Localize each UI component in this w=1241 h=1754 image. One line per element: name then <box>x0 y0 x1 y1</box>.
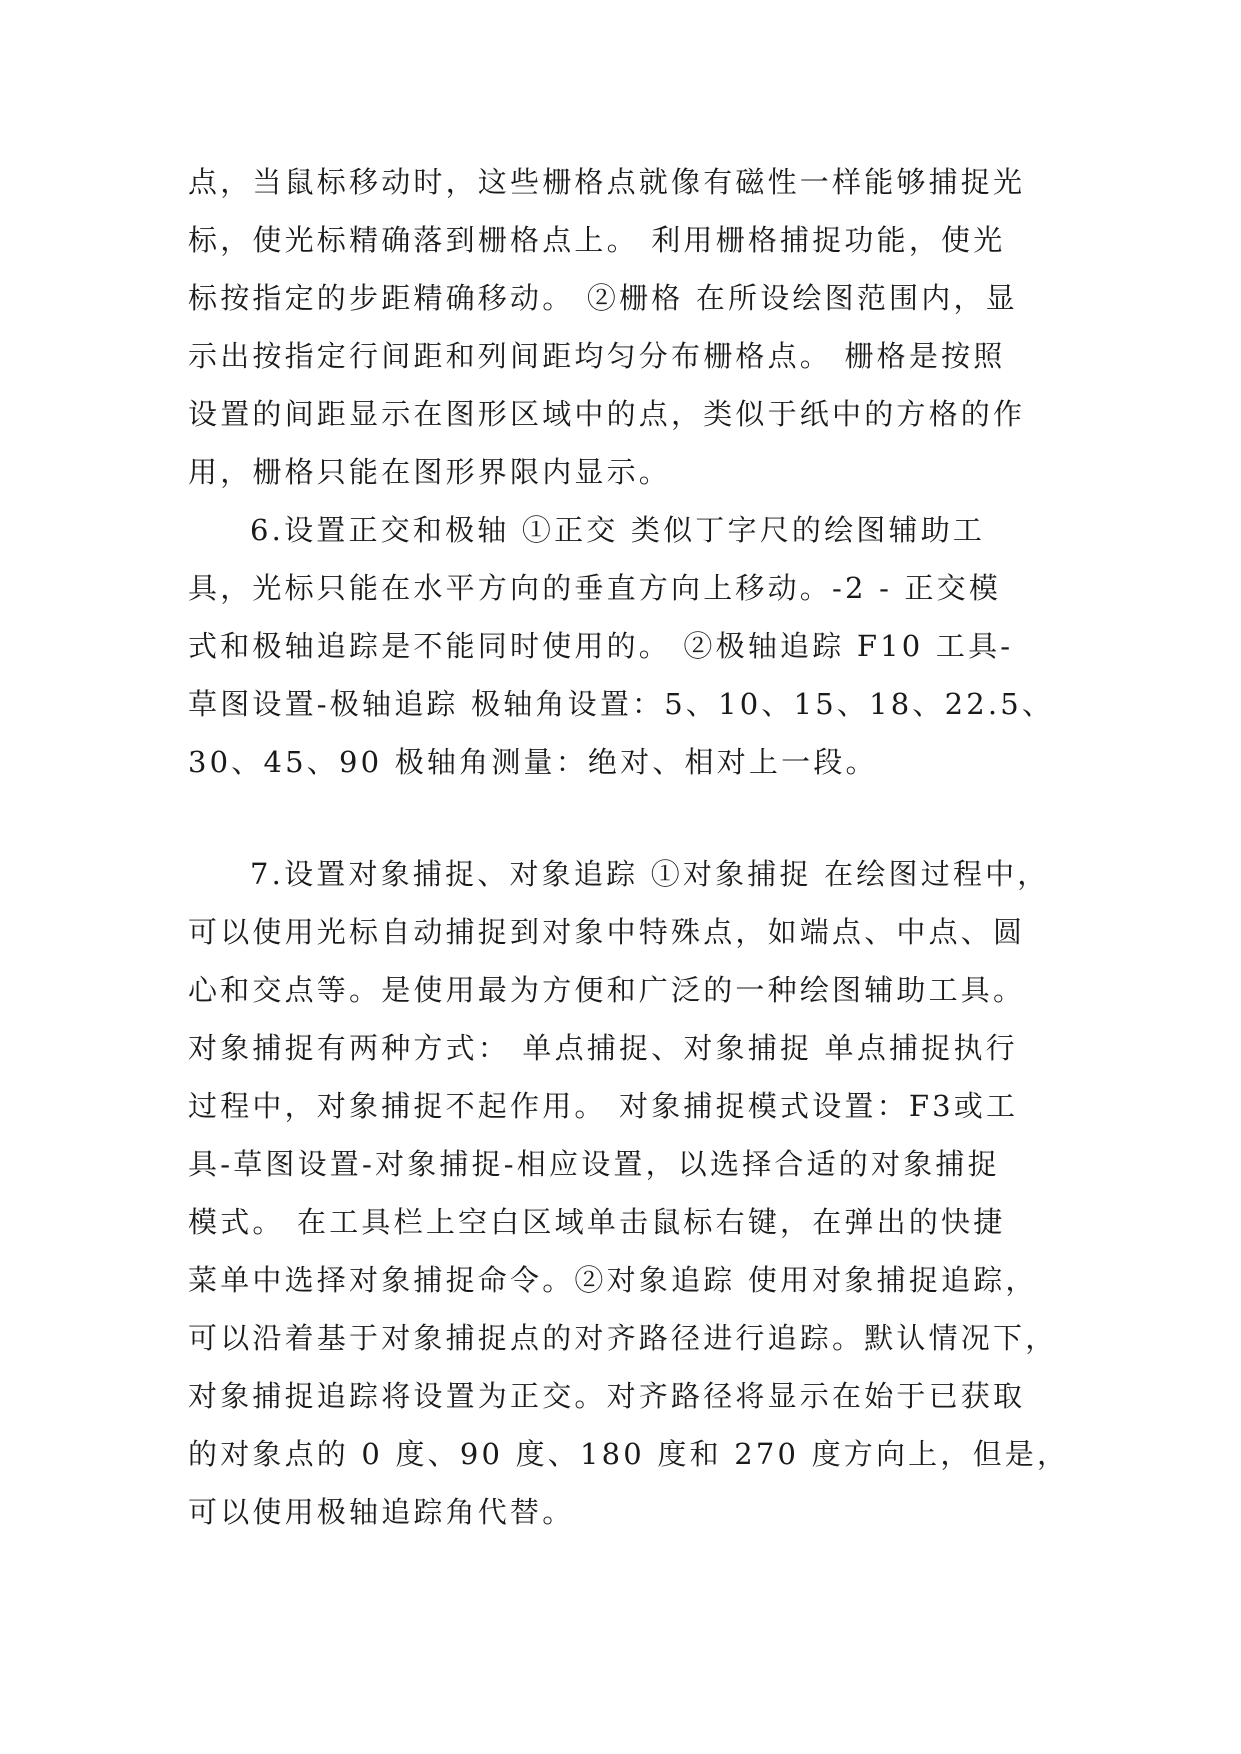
text-line: 可以沿着基于对象捕捉点的对齐路径进行追踪。默认情况下， <box>188 1321 1058 1355</box>
text-line: 可以使用光标自动捕捉到对象中特殊点，如端点、中点、圆 <box>188 915 1026 949</box>
text-line: 标按指定的步距精确移动。 ②栅格 在所设绘图范围内，显 <box>188 281 1018 315</box>
text-line: 具-草图设置-对象捕捉-相应设置，以选择合适的对象捕捉 <box>188 1147 1000 1181</box>
section-heading-line: 7.设置对象捕捉、对象追踪 ①对象捕捉 在绘图过程中， <box>250 857 1050 891</box>
text-line: 可以使用极轴追踪角代替。 <box>188 1495 575 1529</box>
text-line: 点，当鼠标移动时，这些栅格点就像有磁性一样能够捕捉光 <box>188 165 1026 199</box>
text-line: 用，栅格只能在图形界限内显示。 <box>188 455 672 489</box>
text-line: 对象捕捉追踪将设置为正交。对齐路径将显示在始于已获取 <box>188 1379 1026 1413</box>
text-line: 对象捕捉有两种方式： 单点捕捉、对象捕捉 单点捕捉执行 <box>188 1031 1018 1065</box>
text-line: 菜单中选择对象捕捉命令。②对象追踪 使用对象捕捉追踪， <box>188 1263 1038 1297</box>
text-line: 的对象点的 0 度、90 度、180 度和 270 度方向上，但是， <box>188 1437 1070 1471</box>
text-line: 具，光标只能在水平方向的垂直方向上移动。-2 - 正交模 <box>188 571 1002 605</box>
text-line: 30、45、90 极轴角测量：绝对、相对上一段。 <box>188 745 878 779</box>
text-line: 标，使光标精确落到栅格点上。 利用栅格捕捉功能，使光 <box>188 223 1006 257</box>
text-line: 示出按指定行间距和列间距均匀分布栅格点。 栅格是按照 <box>188 339 1006 373</box>
text-line: 模式。 在工具栏上空白区域单击鼠标右键，在弹出的快捷 <box>188 1205 1006 1239</box>
section-heading-line: 6.设置正交和极轴 ①正交 类似丁字尺的绘图辅助工 <box>250 513 986 547</box>
text-line: 心和交点等。是使用最为方便和广泛的一种绘图辅助工具。 <box>188 973 1026 1007</box>
text-line: 草图设置-极轴追踪 极轴角设置：5、10、15、18、22.5、 <box>188 687 1055 721</box>
text-line: 设置的间距显示在图形区域中的点，类似于纸中的方格的作 <box>188 397 1026 431</box>
text-line: 式和极轴追踪是不能同时使用的。 ②极轴追踪 F10 工具- <box>188 629 1014 663</box>
text-line: 过程中，对象捕捉不起作用。 对象捕捉模式设置：F3或工 <box>188 1089 1019 1123</box>
